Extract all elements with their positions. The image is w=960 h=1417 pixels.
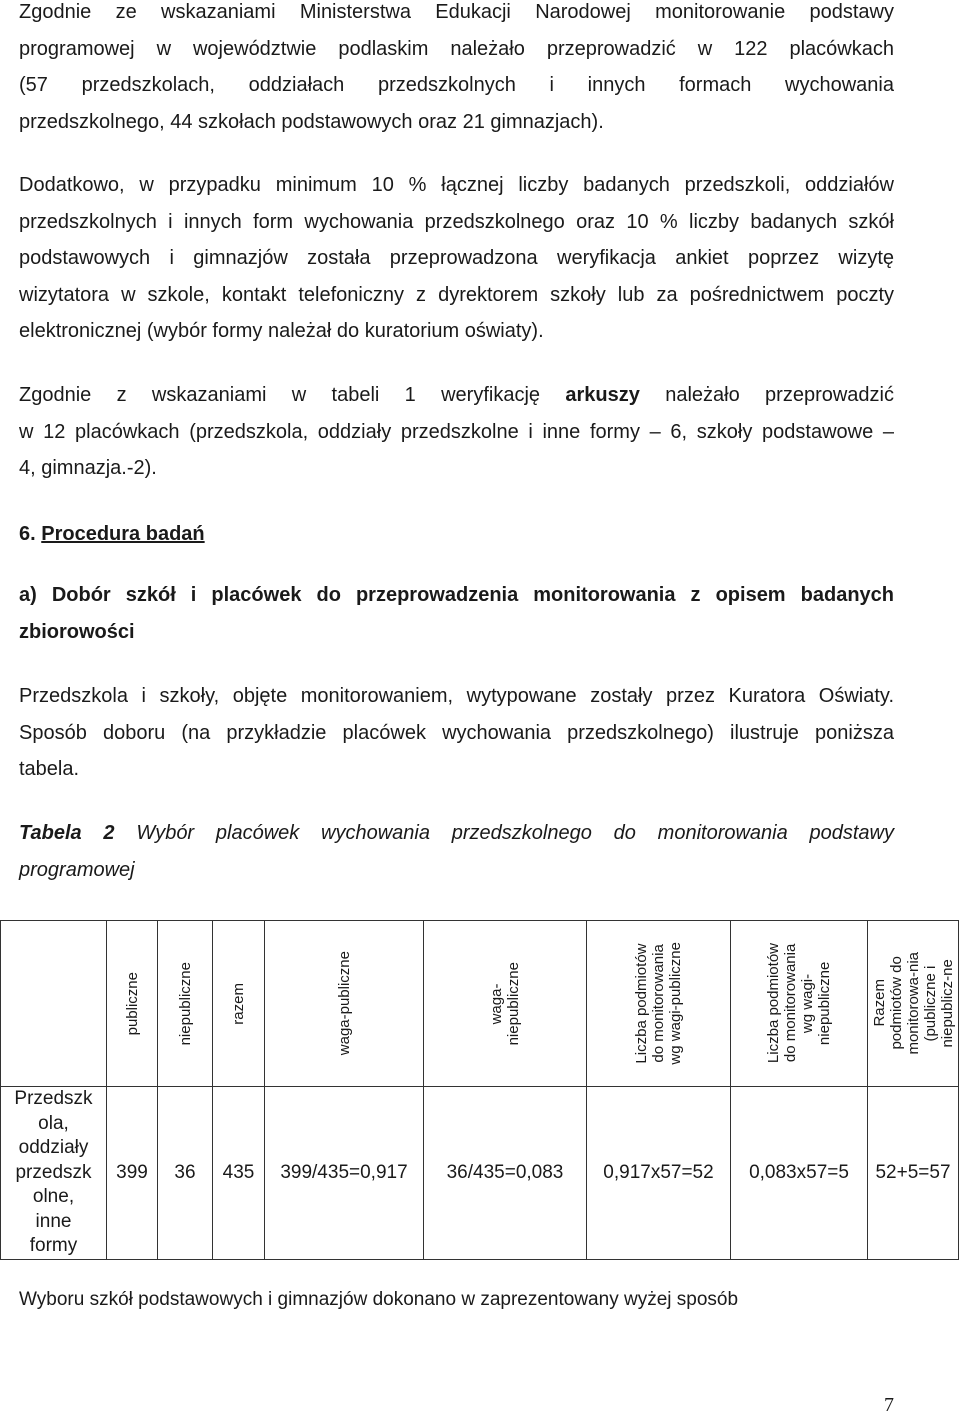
header-text: razem xyxy=(230,982,247,1025)
table-cell: 435 xyxy=(213,1087,265,1260)
text-line: zbiorowości xyxy=(19,620,135,643)
caption-text: Wybór placówek wychowania przedszkolnego do monitorowania podstawy xyxy=(136,822,895,844)
header-cell xyxy=(424,921,587,1087)
text-line: podstawowych i gimnazjów została przeprowadzona weryfikacja ankiet poprzez wizytę xyxy=(19,247,894,269)
row-label: Przedszk ola, oddziały przedszk olne, inne formy xyxy=(14,1088,93,1256)
text-line: przedszkolnego, 44 szkołach podstawowych oraz 21 gimnazjach). xyxy=(19,110,604,133)
bold-word: arkuszy xyxy=(565,384,640,406)
header-cell xyxy=(158,921,213,1087)
table-row xyxy=(1,1087,959,1260)
text-line: Sposób doboru (na przykładzie placówek wychowania przedszkolnego) ilustruje poniższa xyxy=(19,721,894,744)
text-line: elektronicznej (wybór formy należał do kuratorium oświaty). xyxy=(19,320,544,342)
text-fragment: należało przeprowadzić xyxy=(665,384,894,406)
text-line: Przedszkola i szkoły, objęte monitorowaniem, wytypowane zostały przez Kuratora Oświaty. xyxy=(19,685,894,707)
header-text: niepubliczne xyxy=(176,961,194,1046)
header-text: publiczne xyxy=(123,971,141,1036)
text-line: a) Dobór szkół i placówek do przeprowadzenia monitorowania z opisem badanych xyxy=(19,584,894,606)
paragraph-selection xyxy=(19,678,894,788)
header-cell xyxy=(213,921,265,1087)
caption-label: Tabela 2 xyxy=(19,822,115,844)
paragraph-sheets xyxy=(19,377,894,487)
text-line: tabela. xyxy=(19,758,80,780)
text-line: (57 przedszkolach, oddziałach przedszkolnych i innych formach wychowania xyxy=(19,74,894,96)
paragraph-intro xyxy=(19,0,894,140)
section-number: 6. xyxy=(19,523,36,545)
paragraph-verification xyxy=(19,167,894,350)
text-fragment: Zgodnie z wskazaniami w tabeli 1 weryfikację xyxy=(19,384,541,406)
row-label-cell xyxy=(1,1087,107,1260)
footer-paragraph: Wyboru szkół podstawowych i gimnazjów dokonano w zaprezentowany wyżej sposób xyxy=(19,1289,739,1310)
page-number: 7 xyxy=(884,1394,894,1416)
text-line: przedszkolnych i innych form wychowania przedszkolnego oraz 10 % liczby badanych szkół xyxy=(19,210,894,233)
text-line: 4, gimnazja.-2). xyxy=(19,457,157,479)
text-line: Dodatkowo, w przypadku minimum 10 % łącznej liczby badanych przedszkoli, oddziałów xyxy=(19,174,894,196)
header-text: Liczba podmiotów do monitorowania wg wagi-publiczne xyxy=(633,942,684,1065)
header-cell xyxy=(868,921,959,1087)
text-line: programowej xyxy=(19,858,135,881)
text-line: w 12 placówkach (przedszkola, oddziały przedszkolne i inne formy – 6, szkoły podstawowe – xyxy=(19,420,894,443)
section-heading xyxy=(19,520,205,548)
table-cell: 399/435=0,917 xyxy=(265,1087,424,1260)
table-cell: 399 xyxy=(107,1087,158,1260)
header-cell xyxy=(587,921,731,1087)
header-text: Liczba podmiotów do monitorowania wg wagi- niepubliczne xyxy=(765,943,833,1064)
section-title: Procedura badań xyxy=(41,523,205,545)
table-cell: 52+5=57 xyxy=(868,1087,959,1260)
table-header-row xyxy=(1,921,959,1087)
text-line: Zgodnie ze wskazaniami Ministerstwa Edukacji Narodowej monitorowanie podstawy xyxy=(19,1,894,23)
table-cell: 36 xyxy=(158,1087,213,1260)
table-cell: 0,917x57=52 xyxy=(587,1087,731,1260)
table-cell: 36/435=0,083 xyxy=(424,1087,587,1260)
table-cell: 0,083x57=5 xyxy=(731,1087,868,1260)
selection-table xyxy=(0,920,959,1260)
text-line: programowej w województwie podlaskim należało przeprowadzić w 122 placówkach xyxy=(19,37,894,60)
header-text: waga-publiczne xyxy=(335,951,353,1056)
header-text: Razem podmiotów do monitorowa-nia (publiczne i niepublicz-ne xyxy=(870,952,956,1055)
subsection-heading xyxy=(19,577,894,650)
text-line: wizytatora w szkole, kontakt telefoniczny z dyrektorem szkoły lub za pośrednictwem poczty xyxy=(19,283,894,306)
header-cell xyxy=(107,921,158,1087)
table-caption xyxy=(19,815,894,888)
header-text: waga- niepubliczne xyxy=(488,961,522,1046)
header-cell-empty xyxy=(1,921,107,1087)
header-cell xyxy=(265,921,424,1087)
header-cell xyxy=(731,921,868,1087)
text-line xyxy=(19,815,894,852)
text-line xyxy=(19,377,894,414)
